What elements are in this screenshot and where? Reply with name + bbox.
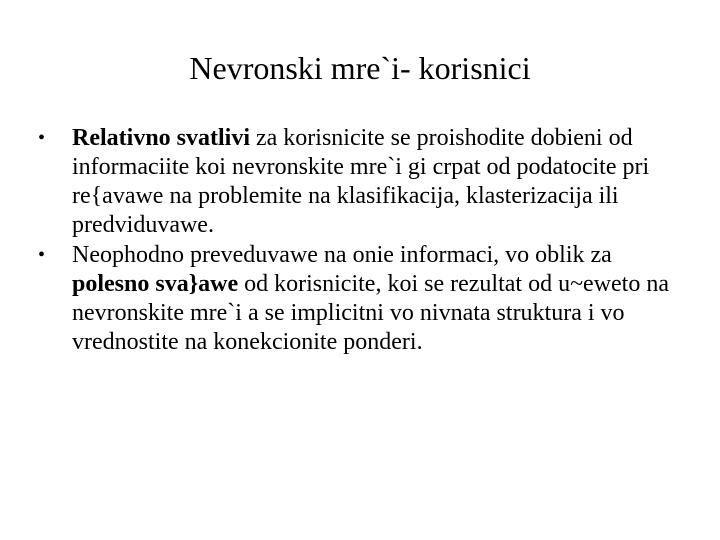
- bullet-item-2: [36, 241, 686, 357]
- bullet-text-after: od korisnicite, koi se rezultat od u~eweto na nevronskite mre`i a se implicitni vo nivnata struktura i vo vrednostite na konekcionite ponderi.: [72, 271, 670, 355]
- bullet-marker: •: [38, 127, 46, 149]
- bullet-item-1: [36, 124, 686, 240]
- bullet-text-before: Neophodno preveduvawe na onie informaci, vo oblik za: [72, 242, 612, 268]
- bullet-bold-lead: Relativno svatlivi: [72, 125, 250, 151]
- bullet-marker: •: [38, 244, 46, 266]
- bullet-bold-mid: polesno sva}awe: [72, 271, 239, 297]
- bullet-list: [36, 124, 686, 358]
- slide-title: Nevronski mre`i- korisnici: [189, 50, 531, 86]
- bullet-text: za korisnicite se proishodite dobieni od informaciite koi nevronskite mre`i gi crpat od podatocite pri re{avawe na problemite na klasifikacija, klasterizacija ili predviduvawe.: [72, 125, 650, 238]
